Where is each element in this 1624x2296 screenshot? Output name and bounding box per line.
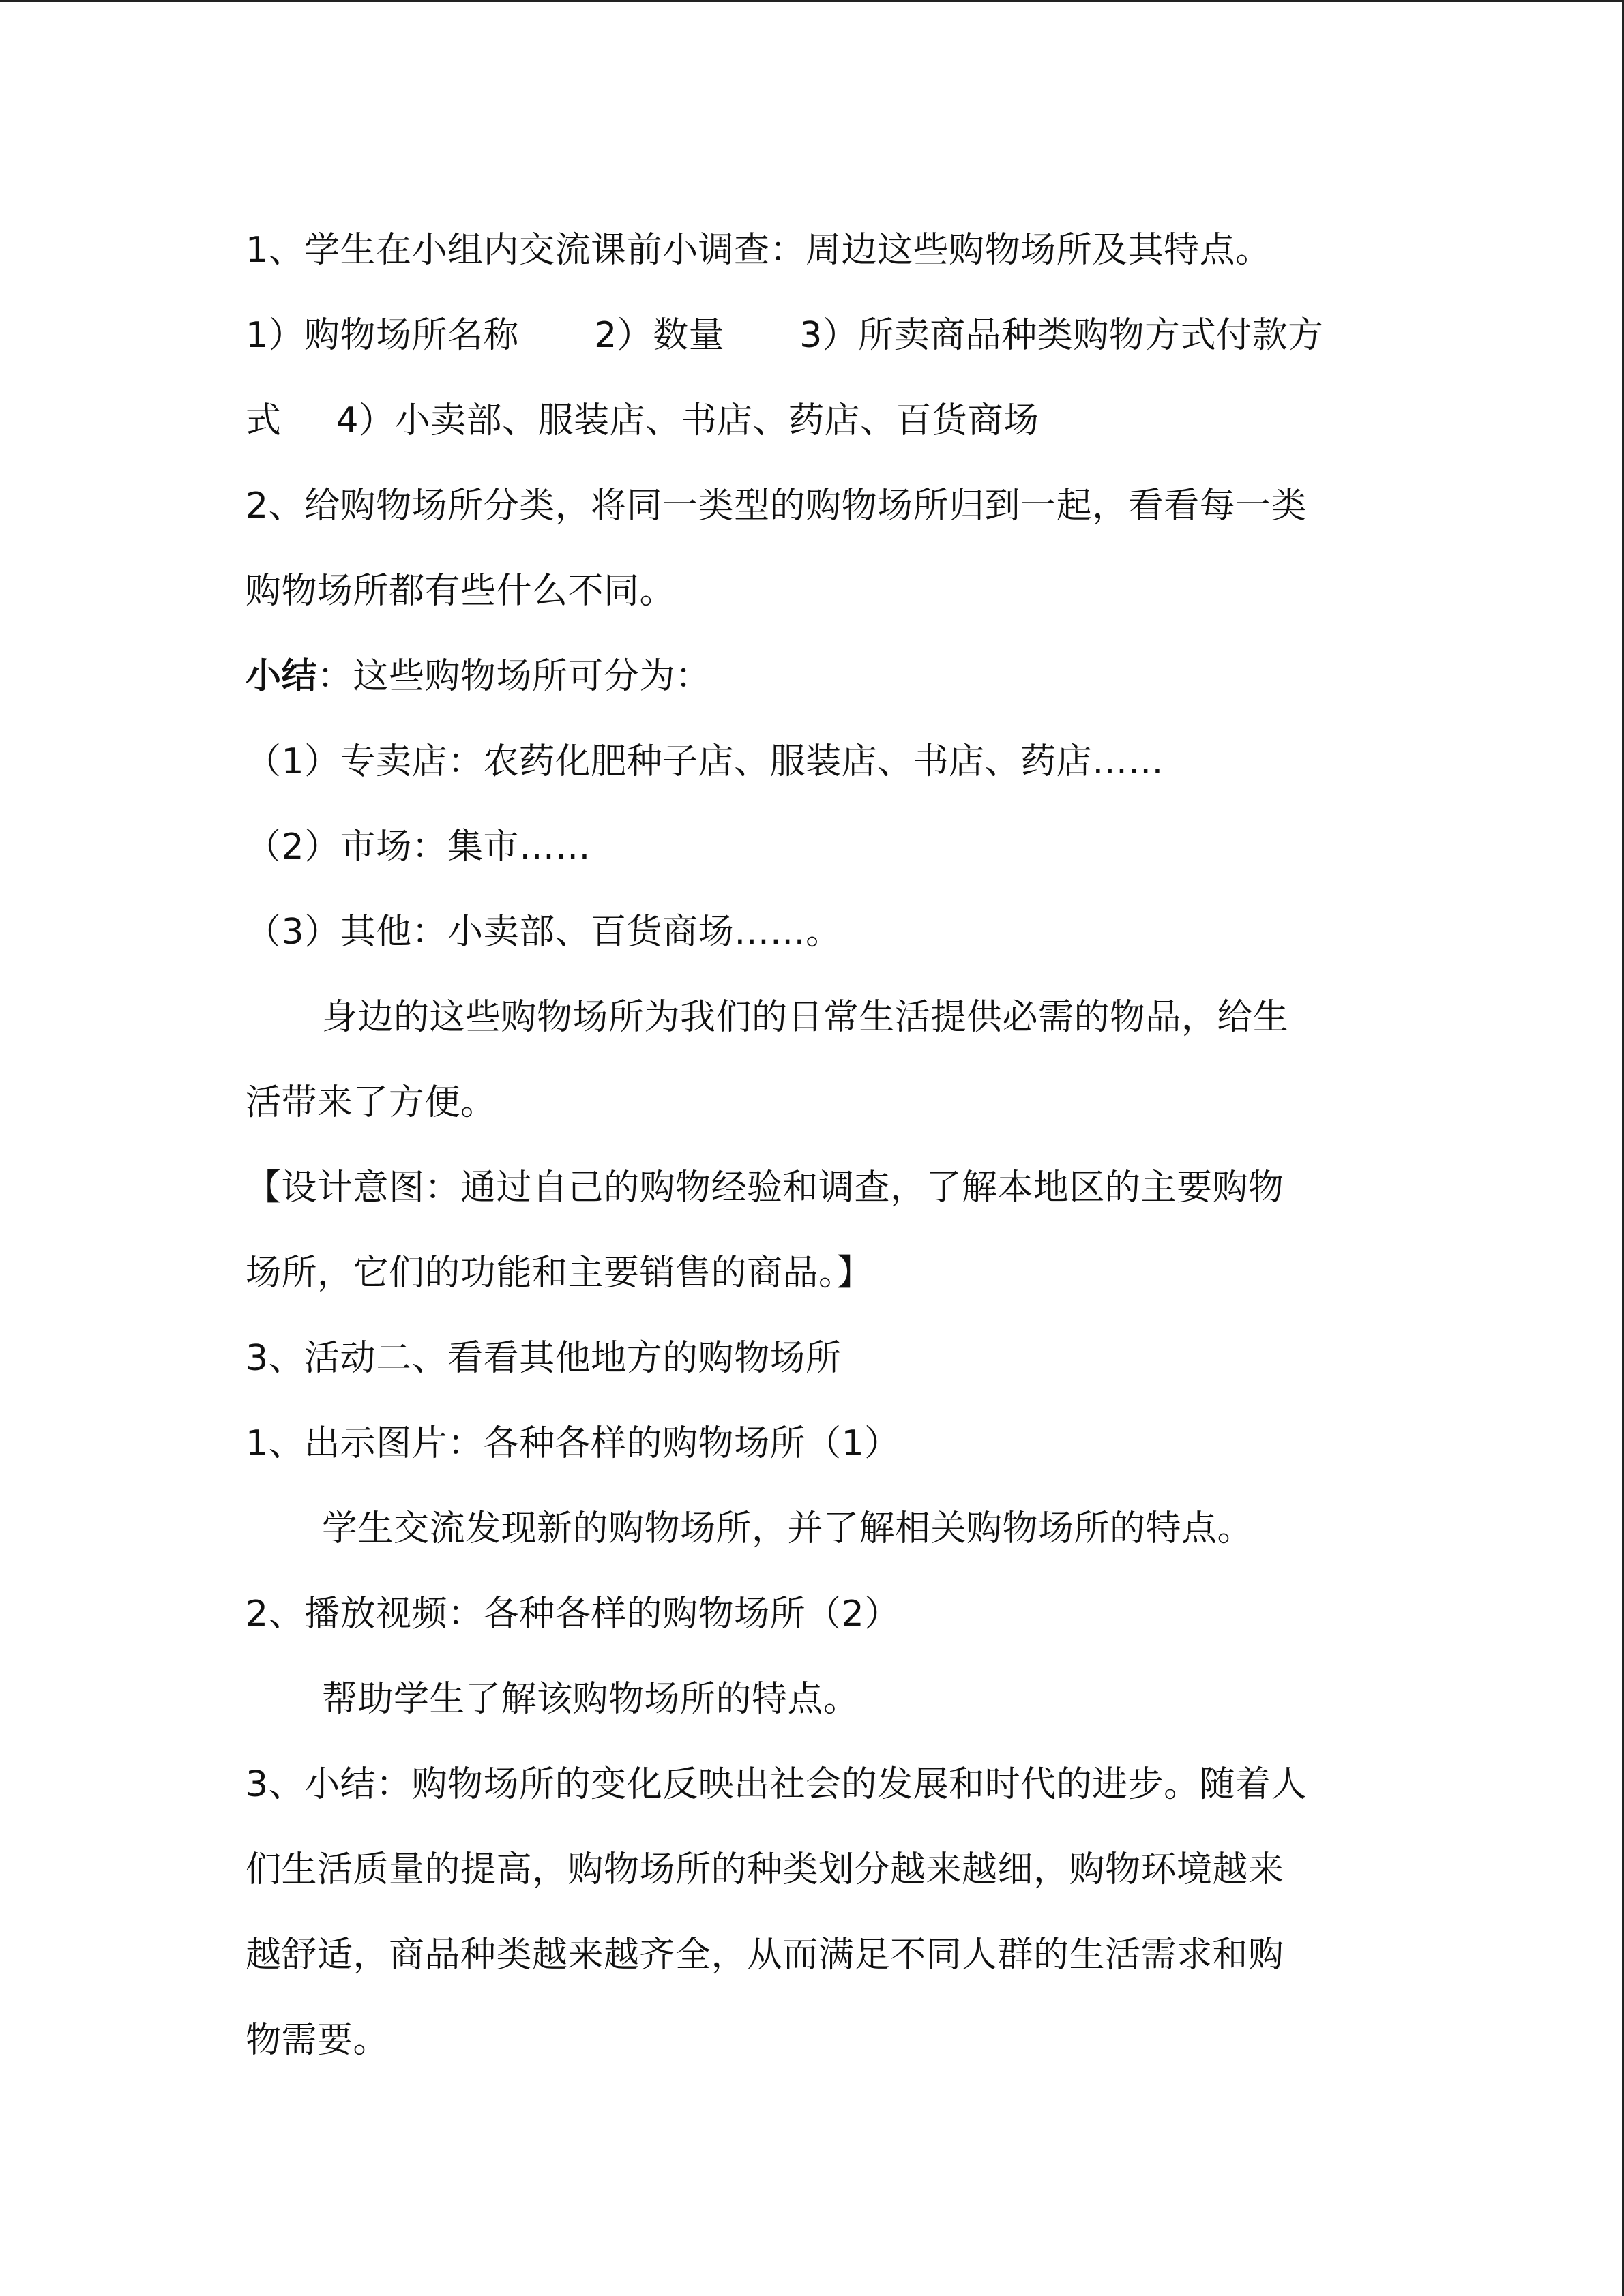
design-intent-line: 场所，它们的功能和主要销售的商品。】: [246, 1253, 873, 1294]
page-border-top: [0, 0, 1624, 2]
list-item-text: 2）数量: [594, 315, 725, 356]
paragraph-line: 2、给购物场所分类，将同一类型的购物场所归到一起，看看每一类: [246, 486, 1308, 526]
list-item: （3）其他：小卖部、百货商场……。: [246, 912, 842, 953]
paragraph-line: 1、出示图片：各种各样的购物场所（1）: [246, 1423, 900, 1464]
paragraph-line: [246, 378, 1391, 464]
section-heading: 3、活动二、看看其他地方的购物场所: [246, 1338, 842, 1379]
list-item: （2）市场：集市……: [246, 826, 591, 867]
paragraph-line: 们生活质量的提高，购物场所的种类划分越来越细，购物环境越来: [246, 1849, 1284, 1890]
paragraph-line: 3、小结：购物场所的变化反映出社会的发展和时代的进步。随着人: [246, 1764, 1308, 1805]
document-body: [246, 208, 1391, 2083]
list-item-text: 3）所卖商品种类购物方式付款方: [799, 315, 1324, 356]
paragraph-line: 购物场所都有些什么不同。: [246, 571, 676, 612]
list-item-text: 4）小卖部、服装店、书店、药店、百货商场: [336, 400, 1039, 441]
list-item-text: 1）购物场所名称: [246, 315, 520, 356]
paragraph-line: 2、播放视频：各种各样的购物场所（2）: [246, 1594, 900, 1635]
summary-text: ：这些购物场所可分为：: [317, 656, 711, 697]
paragraph-line: [246, 293, 1391, 378]
design-intent-line: 【设计意图：通过自己的购物经验和调查，了解本地区的主要购物: [246, 1167, 1284, 1208]
list-item: （1）专卖店：农药化肥种子店、服装店、书店、药店……: [246, 741, 1164, 782]
paragraph-line: [246, 634, 1391, 719]
paragraph-line: 越舒适，商品种类越来越齐全，从而满足不同人群的生活需求和购: [246, 1935, 1284, 1976]
paragraph-line: 活带来了方便。: [246, 1082, 497, 1123]
paragraph-line: 身边的这些购物场所为我们的日常生活提供必需的物品，给生: [322, 997, 1289, 1038]
paragraph-line: 1、学生在小组内交流课前小调查：周边这些购物场所及其特点。: [246, 230, 1271, 271]
paragraph-line: 帮助学生了解该购物场所的特点。: [322, 1679, 859, 1720]
paragraph-line: 物需要。: [246, 2020, 389, 2061]
list-item-text: 式: [246, 400, 282, 441]
paragraph-line: 学生交流发现新的购物场所，并了解相关购物场所的特点。: [322, 1508, 1254, 1549]
summary-label: 小结: [246, 656, 318, 697]
